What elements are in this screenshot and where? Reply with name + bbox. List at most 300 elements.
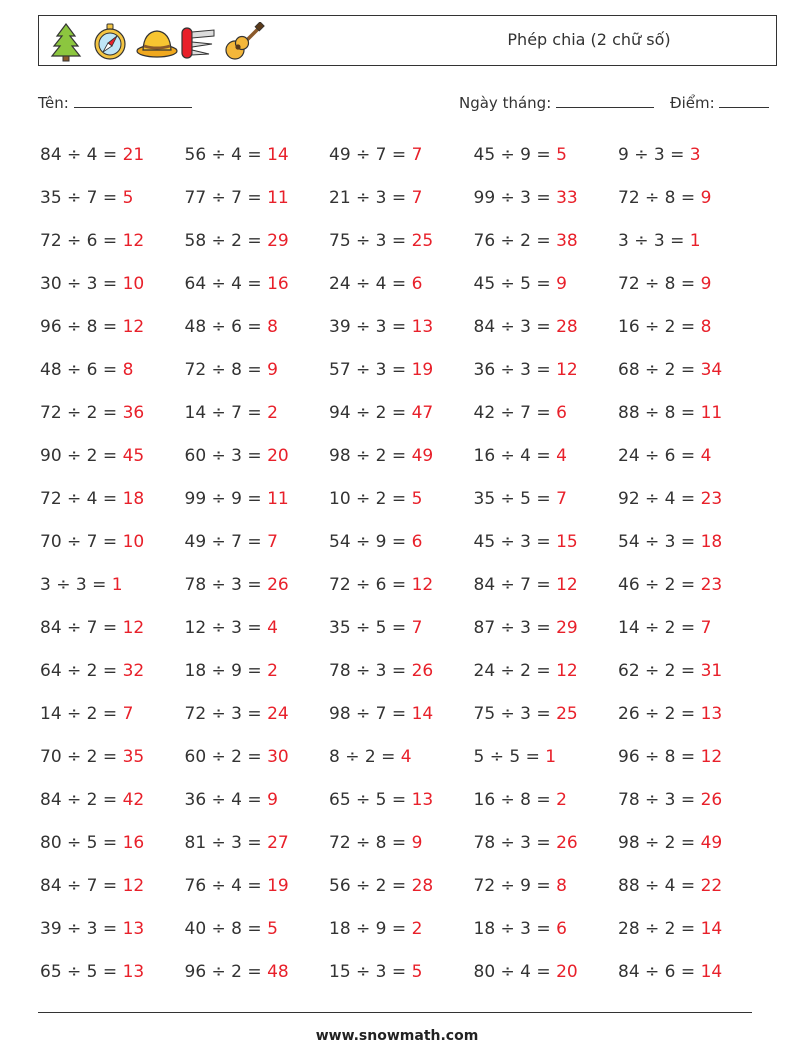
problem-question: 84 ÷ 7 =	[40, 618, 118, 638]
problem-answer: 13	[700, 704, 723, 724]
problem-answer: 12	[122, 876, 145, 896]
problem-answer: 14	[411, 704, 434, 724]
score-blank[interactable]	[719, 93, 769, 108]
problem-question: 16 ÷ 8 =	[473, 790, 551, 810]
problem-answer: 8	[556, 876, 567, 896]
problem-item	[474, 951, 619, 994]
footer-divider	[38, 1012, 752, 1013]
problem-item	[40, 521, 185, 564]
problem-question: 9 ÷ 3 =	[618, 145, 685, 165]
problem-answer: 27	[267, 833, 289, 853]
problem-answer: 29	[267, 231, 289, 251]
problem-question: 18 ÷ 3 =	[473, 919, 551, 939]
problem-answer: 22	[700, 876, 723, 896]
problem-item	[474, 134, 619, 177]
problem-item	[474, 349, 619, 392]
problem-item	[618, 865, 763, 908]
problem-answer: 13	[122, 919, 145, 939]
problem-grid	[40, 134, 760, 994]
problem-answer: 7	[411, 145, 423, 165]
score-label: Điểm:	[670, 94, 715, 112]
problem-item	[474, 220, 619, 263]
problem-item	[474, 736, 619, 779]
problem-item	[185, 263, 330, 306]
problem-answer: 26	[700, 790, 723, 810]
problem-item	[618, 177, 763, 220]
problem-question: 64 ÷ 2 =	[40, 661, 118, 681]
problem-question: 49 ÷ 7 =	[329, 145, 407, 165]
problem-question: 35 ÷ 5 =	[329, 618, 407, 638]
problem-answer: 28	[556, 317, 578, 337]
problem-answer: 5	[556, 145, 567, 165]
problem-answer: 4	[400, 747, 412, 767]
problem-question: 72 ÷ 4 =	[40, 489, 118, 509]
problem-item	[329, 220, 474, 263]
problem-answer: 9	[267, 790, 278, 810]
problem-question: 21 ÷ 3 =	[329, 188, 407, 208]
problem-question: 98 ÷ 2 =	[329, 446, 407, 466]
problem-item	[618, 220, 763, 263]
problem-answer: 8	[122, 360, 134, 380]
problem-item	[618, 392, 763, 435]
pocket-knife-icon	[179, 22, 217, 62]
problem-item	[618, 908, 763, 951]
problem-item	[618, 607, 763, 650]
problem-question: 84 ÷ 3 =	[473, 317, 551, 337]
problem-question: 96 ÷ 8 =	[618, 747, 696, 767]
problem-question: 76 ÷ 2 =	[473, 231, 551, 251]
problem-answer: 29	[556, 618, 578, 638]
problem-question: 26 ÷ 2 =	[618, 704, 696, 724]
problem-question: 70 ÷ 7 =	[40, 532, 118, 552]
problem-question: 99 ÷ 9 =	[184, 489, 262, 509]
problem-answer: 12	[556, 575, 578, 595]
problem-question: 78 ÷ 3 =	[184, 575, 262, 595]
problem-question: 72 ÷ 2 =	[40, 403, 118, 423]
problem-item	[618, 134, 763, 177]
problem-answer: 18	[122, 489, 145, 509]
problem-question: 3 ÷ 3 =	[40, 575, 107, 595]
problem-question: 5 ÷ 5 =	[473, 747, 540, 767]
problem-item	[329, 564, 474, 607]
problem-item	[40, 822, 185, 865]
problem-answer: 20	[556, 962, 578, 982]
problem-item	[40, 736, 185, 779]
problem-question: 84 ÷ 4 =	[40, 145, 118, 165]
problem-answer: 8	[267, 317, 278, 337]
problem-answer: 10	[122, 532, 145, 552]
problem-item	[40, 134, 185, 177]
problem-item	[40, 392, 185, 435]
problem-question: 75 ÷ 3 =	[473, 704, 551, 724]
problem-question: 92 ÷ 4 =	[618, 489, 696, 509]
problem-item	[618, 349, 763, 392]
name-field	[38, 93, 192, 112]
score-field	[670, 93, 769, 112]
problem-item	[474, 564, 619, 607]
date-blank[interactable]	[556, 93, 654, 108]
problem-answer: 12	[411, 575, 434, 595]
problem-item	[474, 650, 619, 693]
problem-question: 58 ÷ 2 =	[184, 231, 262, 251]
problem-answer: 11	[700, 403, 723, 423]
problem-item	[329, 822, 474, 865]
problem-item	[40, 650, 185, 693]
problem-question: 18 ÷ 9 =	[184, 661, 262, 681]
problem-answer: 10	[122, 274, 145, 294]
problem-question: 72 ÷ 3 =	[184, 704, 262, 724]
problem-question: 24 ÷ 6 =	[618, 446, 696, 466]
problem-answer: 7	[556, 489, 567, 509]
problem-question: 87 ÷ 3 =	[473, 618, 551, 638]
problem-question: 72 ÷ 8 =	[618, 274, 696, 294]
problem-answer: 13	[411, 790, 434, 810]
problem-question: 72 ÷ 8 =	[618, 188, 696, 208]
problem-answer: 45	[122, 446, 145, 466]
problem-item	[329, 435, 474, 478]
problem-item	[329, 349, 474, 392]
problem-item	[40, 607, 185, 650]
problem-question: 36 ÷ 4 =	[184, 790, 262, 810]
problem-item	[185, 564, 330, 607]
problem-item	[474, 908, 619, 951]
problem-item	[618, 951, 763, 994]
problem-answer: 4	[267, 618, 278, 638]
problem-question: 96 ÷ 8 =	[40, 317, 118, 337]
problem-question: 48 ÷ 6 =	[184, 317, 262, 337]
problem-item	[185, 822, 330, 865]
problem-question: 84 ÷ 7 =	[473, 575, 551, 595]
problem-question: 98 ÷ 2 =	[618, 833, 696, 853]
problem-question: 88 ÷ 4 =	[618, 876, 696, 896]
problem-answer: 13	[122, 962, 145, 982]
problem-item	[329, 521, 474, 564]
problem-item	[185, 607, 330, 650]
problem-answer: 9	[411, 833, 423, 853]
problem-answer: 6	[411, 274, 423, 294]
problem-question: 56 ÷ 4 =	[184, 145, 262, 165]
problem-answer: 15	[556, 532, 578, 552]
problem-question: 35 ÷ 5 =	[473, 489, 551, 509]
problem-question: 45 ÷ 5 =	[473, 274, 551, 294]
compass-icon	[91, 22, 129, 62]
problem-answer: 9	[267, 360, 278, 380]
problem-answer: 7	[411, 618, 423, 638]
problem-question: 42 ÷ 7 =	[473, 403, 551, 423]
problem-item	[474, 779, 619, 822]
problem-item	[40, 951, 185, 994]
problem-question: 3 ÷ 3 =	[618, 231, 685, 251]
problem-item	[185, 220, 330, 263]
problem-item	[185, 478, 330, 521]
problem-question: 72 ÷ 9 =	[473, 876, 551, 896]
problem-question: 65 ÷ 5 =	[329, 790, 407, 810]
problem-item	[40, 908, 185, 951]
problem-item	[618, 478, 763, 521]
problem-question: 88 ÷ 8 =	[618, 403, 696, 423]
problem-answer: 7	[700, 618, 712, 638]
problem-answer: 8	[700, 317, 712, 337]
problem-answer: 30	[267, 747, 289, 767]
problem-question: 78 ÷ 3 =	[618, 790, 696, 810]
problem-question: 12 ÷ 3 =	[184, 618, 262, 638]
problem-item	[329, 779, 474, 822]
problem-question: 72 ÷ 6 =	[40, 231, 118, 251]
problem-answer: 42	[122, 790, 145, 810]
problem-answer: 12	[556, 360, 578, 380]
page-title: Phép chia (2 chữ số)	[507, 30, 671, 49]
hat-icon	[135, 22, 173, 62]
problem-item	[185, 392, 330, 435]
problem-question: 10 ÷ 2 =	[329, 489, 407, 509]
problem-answer: 49	[700, 833, 723, 853]
problem-answer: 49	[411, 446, 434, 466]
problem-question: 78 ÷ 3 =	[329, 661, 407, 681]
problem-answer: 4	[700, 446, 712, 466]
problem-item	[618, 435, 763, 478]
problem-question: 24 ÷ 4 =	[329, 274, 407, 294]
problem-question: 18 ÷ 9 =	[329, 919, 407, 939]
problem-item	[185, 908, 330, 951]
problem-item	[40, 435, 185, 478]
problem-answer: 1	[545, 747, 557, 767]
guitar-icon	[223, 22, 261, 62]
problem-answer: 26	[556, 833, 578, 853]
problem-item	[40, 478, 185, 521]
problem-answer: 12	[122, 231, 145, 251]
problem-question: 80 ÷ 4 =	[473, 962, 551, 982]
problem-item	[329, 134, 474, 177]
problem-question: 28 ÷ 2 =	[618, 919, 696, 939]
problem-item	[185, 349, 330, 392]
problem-question: 94 ÷ 2 =	[329, 403, 407, 423]
problem-answer: 5	[411, 962, 423, 982]
problem-item	[40, 779, 185, 822]
problem-answer: 4	[556, 446, 567, 466]
problem-question: 60 ÷ 2 =	[184, 747, 262, 767]
problem-question: 81 ÷ 3 =	[184, 833, 262, 853]
problem-question: 60 ÷ 3 =	[184, 446, 262, 466]
date-label: Ngày tháng:	[459, 94, 552, 112]
problem-answer: 20	[267, 446, 289, 466]
problem-answer: 36	[122, 403, 145, 423]
problem-item	[329, 478, 474, 521]
problem-question: 36 ÷ 3 =	[473, 360, 551, 380]
problem-answer: 16	[122, 833, 145, 853]
problem-answer: 9	[700, 188, 712, 208]
problem-item	[474, 392, 619, 435]
problem-question: 90 ÷ 2 =	[40, 446, 118, 466]
problem-item	[185, 693, 330, 736]
problem-item	[40, 349, 185, 392]
problem-item	[474, 306, 619, 349]
problem-question: 15 ÷ 3 =	[329, 962, 407, 982]
problem-question: 96 ÷ 2 =	[184, 962, 262, 982]
problem-item	[329, 693, 474, 736]
problem-answer: 14	[700, 919, 723, 939]
problem-answer: 18	[700, 532, 723, 552]
problem-question: 76 ÷ 4 =	[184, 876, 262, 896]
problem-question: 30 ÷ 3 =	[40, 274, 118, 294]
problem-question: 24 ÷ 2 =	[473, 661, 551, 681]
name-blank[interactable]	[74, 93, 192, 108]
problem-answer: 1	[111, 575, 123, 595]
problem-answer: 34	[700, 360, 723, 380]
problem-question: 14 ÷ 7 =	[184, 403, 262, 423]
problem-answer: 13	[411, 317, 434, 337]
problem-answer: 48	[267, 962, 289, 982]
problem-item	[474, 478, 619, 521]
problem-question: 75 ÷ 3 =	[329, 231, 407, 251]
problem-answer: 12	[700, 747, 723, 767]
problem-item	[329, 951, 474, 994]
problem-item	[329, 263, 474, 306]
problem-question: 65 ÷ 5 =	[40, 962, 118, 982]
problem-question: 84 ÷ 6 =	[618, 962, 696, 982]
problem-answer: 11	[267, 188, 289, 208]
problem-question: 64 ÷ 4 =	[184, 274, 262, 294]
problem-item	[40, 177, 185, 220]
problem-item	[474, 177, 619, 220]
problem-answer: 12	[122, 317, 145, 337]
problem-item	[329, 607, 474, 650]
problem-question: 16 ÷ 2 =	[618, 317, 696, 337]
problem-item	[618, 521, 763, 564]
problem-question: 72 ÷ 8 =	[184, 360, 262, 380]
problem-question: 48 ÷ 6 =	[40, 360, 118, 380]
problem-item	[185, 736, 330, 779]
problem-answer: 19	[267, 876, 289, 896]
problem-answer: 33	[556, 188, 578, 208]
problem-question: 14 ÷ 2 =	[618, 618, 696, 638]
problem-answer: 24	[267, 704, 289, 724]
problem-question: 46 ÷ 2 =	[618, 575, 696, 595]
problem-question: 68 ÷ 2 =	[618, 360, 696, 380]
problem-answer: 19	[411, 360, 434, 380]
problem-answer: 2	[411, 919, 423, 939]
problem-question: 98 ÷ 7 =	[329, 704, 407, 724]
problem-question: 72 ÷ 8 =	[329, 833, 407, 853]
problem-question: 49 ÷ 7 =	[184, 532, 262, 552]
problem-question: 54 ÷ 9 =	[329, 532, 407, 552]
problem-item	[474, 693, 619, 736]
problem-item	[40, 693, 185, 736]
problem-item	[618, 779, 763, 822]
problem-question: 62 ÷ 2 =	[618, 661, 696, 681]
problem-item	[185, 865, 330, 908]
problem-answer: 6	[556, 403, 567, 423]
problem-item	[185, 177, 330, 220]
problem-answer: 38	[556, 231, 578, 251]
problem-answer: 31	[700, 661, 723, 681]
icon-row	[47, 20, 261, 64]
problem-item	[40, 306, 185, 349]
header-box	[38, 15, 777, 66]
problem-answer: 23	[700, 489, 723, 509]
problem-answer: 5	[122, 188, 134, 208]
problem-item	[618, 650, 763, 693]
problem-question: 77 ÷ 7 =	[184, 188, 262, 208]
problem-item	[474, 607, 619, 650]
problem-answer: 2	[267, 661, 278, 681]
problem-item	[618, 693, 763, 736]
problem-item	[329, 650, 474, 693]
problem-answer: 5	[411, 489, 423, 509]
problem-question: 14 ÷ 2 =	[40, 704, 118, 724]
date-field	[459, 93, 654, 112]
problem-answer: 2	[556, 790, 567, 810]
problem-answer: 21	[122, 145, 145, 165]
problem-item	[618, 736, 763, 779]
problem-answer: 25	[411, 231, 434, 251]
problem-answer: 12	[122, 618, 145, 638]
problem-answer: 7	[267, 532, 278, 552]
problem-answer: 1	[689, 231, 701, 251]
problem-item	[40, 263, 185, 306]
problem-question: 45 ÷ 9 =	[473, 145, 551, 165]
footer-url: www.snowmath.com	[315, 1028, 479, 1044]
problem-answer: 28	[411, 876, 434, 896]
problem-item	[474, 435, 619, 478]
problem-answer: 26	[411, 661, 434, 681]
problem-question: 84 ÷ 7 =	[40, 876, 118, 896]
problem-answer: 9	[700, 274, 712, 294]
problem-question: 39 ÷ 3 =	[40, 919, 118, 939]
problem-question: 99 ÷ 3 =	[473, 188, 551, 208]
problem-item	[474, 822, 619, 865]
problem-answer: 9	[556, 274, 567, 294]
problem-question: 40 ÷ 8 =	[184, 919, 262, 939]
problem-question: 39 ÷ 3 =	[329, 317, 407, 337]
problem-answer: 2	[267, 403, 278, 423]
problem-question: 57 ÷ 3 =	[329, 360, 407, 380]
problem-answer: 26	[267, 575, 289, 595]
problem-answer: 35	[122, 747, 145, 767]
problem-item	[185, 306, 330, 349]
problem-answer: 23	[700, 575, 723, 595]
problem-question: 8 ÷ 2 =	[329, 747, 396, 767]
problem-question: 70 ÷ 2 =	[40, 747, 118, 767]
problem-item	[329, 736, 474, 779]
problem-question: 84 ÷ 2 =	[40, 790, 118, 810]
problem-item	[329, 392, 474, 435]
problem-answer: 5	[267, 919, 278, 939]
problem-item	[474, 865, 619, 908]
problem-question: 56 ÷ 2 =	[329, 876, 407, 896]
problem-answer: 47	[411, 403, 434, 423]
problem-item	[185, 134, 330, 177]
problem-question: 80 ÷ 5 =	[40, 833, 118, 853]
problem-item	[40, 865, 185, 908]
problem-question: 35 ÷ 7 =	[40, 188, 118, 208]
problem-item	[618, 263, 763, 306]
problem-item	[185, 951, 330, 994]
problem-item	[329, 306, 474, 349]
problem-item	[618, 306, 763, 349]
problem-item	[618, 564, 763, 607]
problem-item	[185, 521, 330, 564]
problem-question: 54 ÷ 3 =	[618, 532, 696, 552]
problem-answer: 16	[267, 274, 289, 294]
problem-item	[185, 779, 330, 822]
problem-item	[618, 822, 763, 865]
problem-item	[185, 435, 330, 478]
problem-question: 72 ÷ 6 =	[329, 575, 407, 595]
problem-item	[329, 177, 474, 220]
problem-answer: 14	[267, 145, 289, 165]
problem-item	[185, 650, 330, 693]
problem-answer: 14	[700, 962, 723, 982]
